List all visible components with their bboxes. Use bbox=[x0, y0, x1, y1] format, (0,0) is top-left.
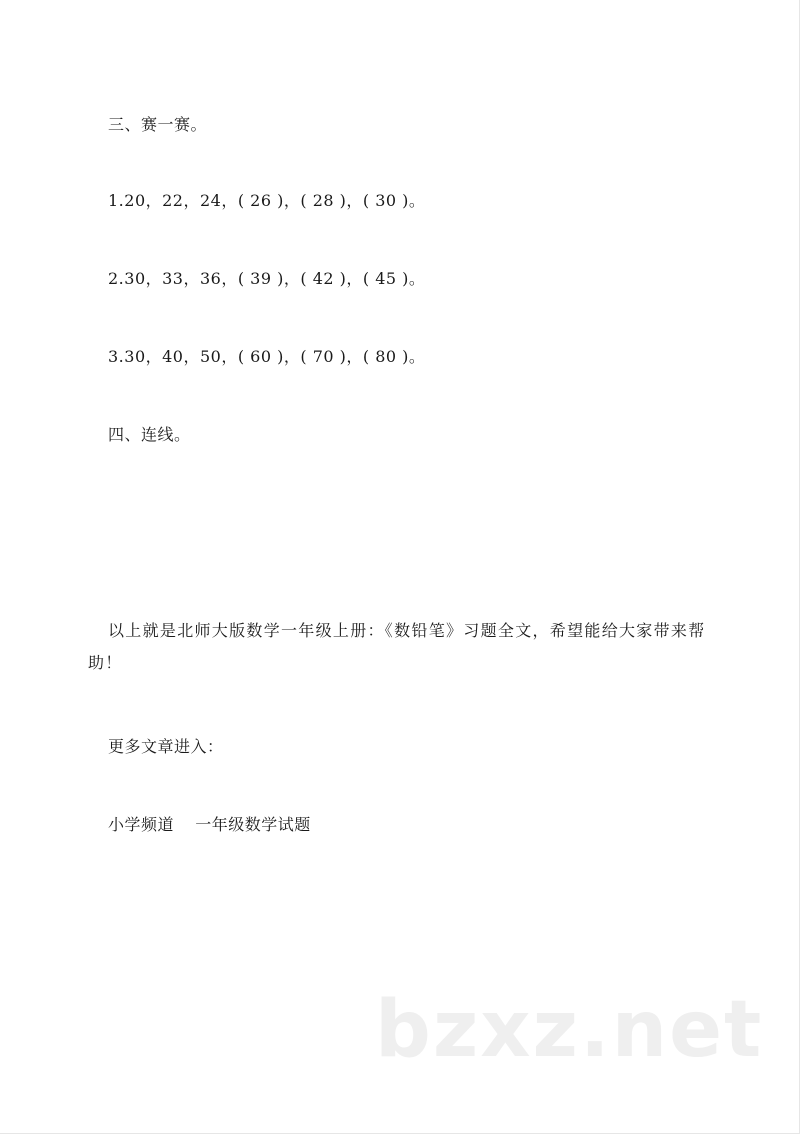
exercise-item-2: 2.30，33，36，( 39 )，( 42 )，( 45 )。 bbox=[108, 269, 426, 288]
watermark-logo: bzxz.net bbox=[375, 985, 764, 1075]
link-primary-school-channel[interactable]: 小学频道 bbox=[108, 815, 175, 834]
section-3-title: 三、赛一赛。 bbox=[108, 115, 208, 134]
related-links bbox=[108, 815, 311, 835]
more-articles-label: 更多文章进入： bbox=[108, 737, 224, 756]
link-grade1-math-tests[interactable]: 一年级数学试题 bbox=[195, 815, 311, 834]
summary-paragraph: 以上就是北师大版数学一年级上册：《数铅笔》习题全文，希望能给大家带来帮助！ bbox=[88, 621, 706, 672]
section-4-title: 四、连线。 bbox=[108, 425, 191, 444]
exercise-item-1: 1.20，22，24，( 26 )，( 28 )，( 30 )。 bbox=[108, 191, 426, 210]
exercise-item-3: 3.30，40，50，( 60 )，( 70 )，( 80 )。 bbox=[108, 347, 426, 366]
